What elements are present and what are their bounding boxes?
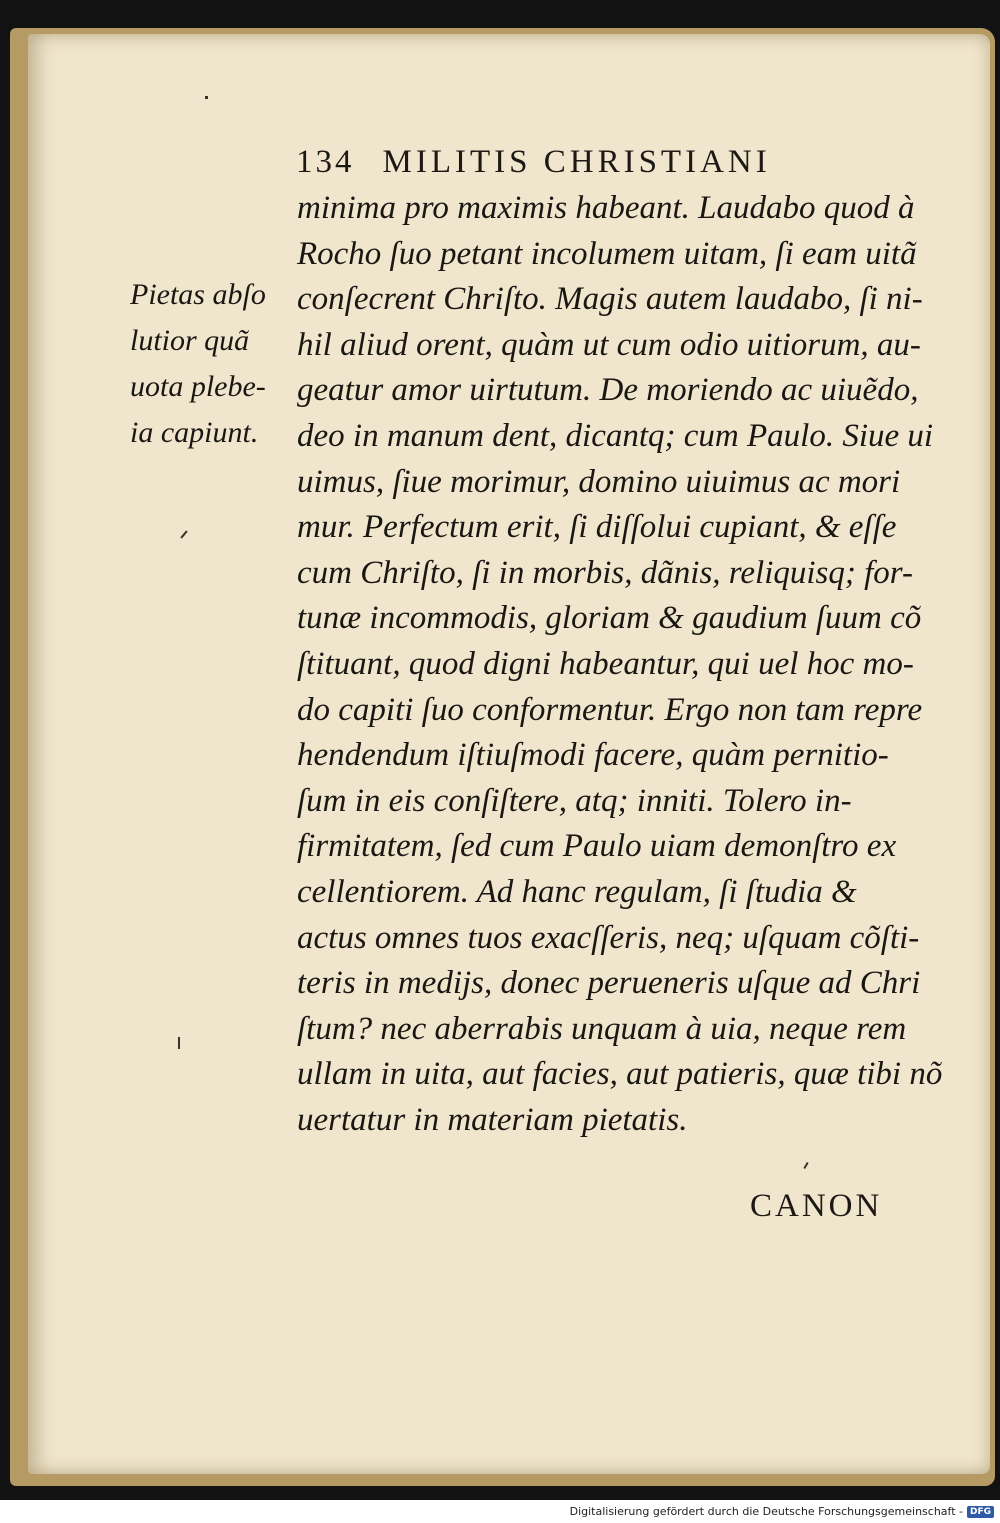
text-line: cellentiorem. Ad hanc regulam, ſi ſtudia & <box>297 873 857 910</box>
catchword: CANON <box>750 1188 883 1224</box>
body-text <box>297 186 943 1143</box>
margin-note <box>130 272 290 456</box>
text-line: minima pro maximis habeant. Laudabo quod à <box>297 190 915 226</box>
footer-credit <box>0 1500 1000 1523</box>
text-line: conſecrent Chriſto. Magis autem laudabo, ſi ni- <box>297 281 923 318</box>
dfg-logo: DFG <box>967 1506 994 1518</box>
text-line: hendendum iſtiuſmodi facere, quàm pernitio- <box>297 737 889 774</box>
text-line: ſum in eis conſiſtere, atq; inniti. Tolero in- <box>297 782 852 819</box>
page-number: 134 <box>296 144 355 180</box>
text-line: actus omnes tuos exacſſeris, neq; uſquam cõſti- <box>297 919 920 956</box>
running-title: MILITIS CHRISTIANI <box>382 144 771 180</box>
margin-note-line: ia capiunt. <box>130 416 259 449</box>
running-head <box>296 144 888 192</box>
footer-text: Digitalisierung gefördert durch die Deutsche Forschungsgemeinschaft - <box>569 1505 963 1518</box>
text-line: uimus, ſiue morimur, domino uiuimus ac mori <box>297 463 901 500</box>
text-line: geatur amor uirtutum. De moriendo ac uiuẽdo, <box>297 372 919 409</box>
text-line: do capiti ſuo conformentur. Ergo non tam repre <box>297 691 923 728</box>
ink-speck <box>178 1037 180 1049</box>
text-line: ſtituant, quod digni habeantur, qui uel hoc mo- <box>297 645 914 682</box>
margin-note-line: Pietas abſo <box>130 278 266 311</box>
text-line: uertatur in materiam pietatis. <box>297 1101 688 1138</box>
margin-note-line: uota plebe- <box>130 370 266 403</box>
text-line: Rocho ſuo petant incolumem uitam, ſi eam uitã <box>297 235 917 272</box>
text-line: firmitatem, ſed cum Paulo uiam demonſtro ex <box>297 828 897 865</box>
margin-note-line: lutior quã <box>130 324 250 357</box>
text-line: tunæ incommodis, gloriam & gaudium ſuum cõ <box>297 600 922 637</box>
text-line: ullam in uita, aut facies, aut patieris, quæ tibi nõ <box>297 1056 943 1093</box>
text-line: teris in medijs, donec perueneris uſque ad Chri <box>297 965 921 1002</box>
ink-speck <box>205 96 208 99</box>
text-line: deo in manum dent, dicantq; cum Paulo. Siue ui <box>297 417 934 454</box>
text-line: mur. Perfectum erit, ſi diſſolui cupiant, & eſſe <box>297 509 897 546</box>
text-line: ſtum? nec aberrabis unquam à uia, neque rem <box>297 1010 907 1047</box>
text-line: hil aliud orent, quàm ut cum odio uitiorum, au- <box>297 326 921 363</box>
text-line: cum Chriſto, ſi in morbis, dãnis, reliquisq; for- <box>297 554 913 591</box>
